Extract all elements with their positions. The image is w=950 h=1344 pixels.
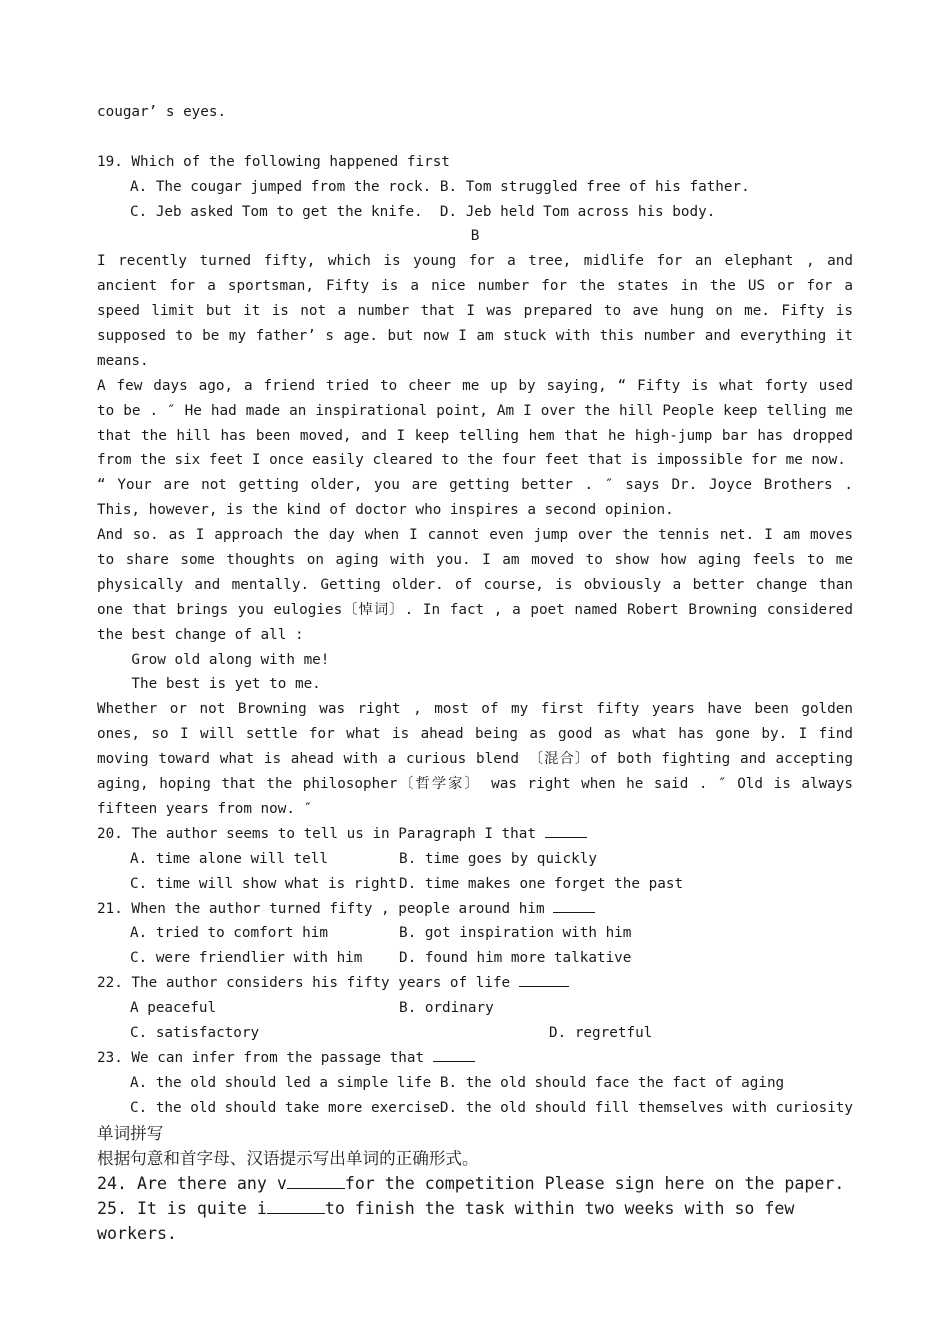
option-b[interactable]: B. time goes by quickly bbox=[399, 850, 597, 867]
option-b[interactable]: B. got inspiration with him bbox=[399, 925, 632, 942]
vocabulary-section bbox=[97, 1121, 853, 1246]
passage-line: to be . ″ He had made an inspirational point, Am I over the hill People keep telling me bbox=[97, 402, 853, 419]
passage-line: Whether or not Browning was right , most of my first fifty years have been golden bbox=[97, 701, 853, 718]
option-d[interactable]: D. time makes one forget the past bbox=[399, 875, 684, 892]
options-row bbox=[97, 921, 853, 946]
options-line: A. the old should led a simple life B. the old should face the fact of aging bbox=[130, 1074, 785, 1091]
question-stem: 21. When the author turned fifty , people around him bbox=[97, 897, 853, 922]
option-c[interactable]: C. time will show what is right bbox=[130, 875, 397, 892]
passage-line: aging, hoping that the philosopher〔哲学家〕 was right when he said . ″ Old is always bbox=[97, 776, 853, 793]
passage-line: “ Your are not getting older, you are getting better . ″ says Dr. Joyce Brothers . bbox=[97, 477, 853, 494]
passage-line: that the hill has been moved, and I keep telling hem that he high-jump bar has dropped bbox=[97, 427, 853, 444]
option-a[interactable]: A peaceful bbox=[130, 1000, 217, 1017]
option-d[interactable]: D. found him more talkative bbox=[399, 950, 632, 967]
passage-line: fifteen years from now. ″ bbox=[97, 800, 313, 817]
passage-line: physically and mentally. Getting older. of course, is obviously a better change than bbox=[97, 576, 853, 593]
passage-a-ending: cougar’ s eyes. bbox=[97, 104, 227, 120]
passage-line: ones, so I will settle for what is ahead being as good as what has gone by. I find bbox=[97, 726, 853, 743]
options-row bbox=[97, 996, 853, 1021]
question-24: 24. Are there any v for the competition Please sign here on the paper. bbox=[97, 1173, 845, 1193]
options-row bbox=[97, 1021, 853, 1046]
passage-line: supposed to be my father’ s age. but now I am stuck with this number and everything it bbox=[97, 328, 853, 345]
options-row bbox=[97, 946, 853, 971]
question-22 bbox=[97, 971, 853, 1046]
passage-line: moving toward what is ahead with a curious blend 〔混合〕of both fighting and accepting bbox=[97, 751, 853, 768]
answer-blank[interactable] bbox=[433, 1047, 475, 1062]
question-19 bbox=[97, 150, 853, 225]
passage-b bbox=[97, 249, 853, 821]
options-line: A. The cougar jumped from the rock. B. Tom struggled free of his father. bbox=[130, 178, 750, 195]
options-row bbox=[97, 872, 853, 897]
question-20 bbox=[97, 822, 853, 897]
passage-line: ancient for a sportsman, Fifty is a nice number for the states in the US or for a bbox=[97, 278, 853, 295]
poem-line: The best is yet to me. bbox=[97, 676, 321, 693]
question-stem: 22. The author considers his fifty years of life bbox=[97, 971, 853, 996]
question-23 bbox=[97, 1046, 853, 1121]
exam-page bbox=[97, 100, 853, 1246]
question-21 bbox=[97, 897, 853, 972]
option-c[interactable]: C. satisfactory bbox=[130, 1024, 260, 1041]
passage-line: means. bbox=[97, 352, 149, 369]
option-d[interactable]: D. regretful bbox=[549, 1024, 653, 1041]
options-row bbox=[97, 847, 853, 872]
answer-blank[interactable] bbox=[553, 898, 595, 913]
passage-line: speed limit but it is not a number that I was prepared to ave hung on me. Fifty is bbox=[97, 303, 853, 320]
options-line: C. the old should take more exerciseD. the old should fill themselves with curiosity bbox=[130, 1099, 853, 1116]
section-instruction: 根据句意和首字母、汉语提示写出单词的正确形式。 bbox=[97, 1148, 479, 1168]
question-stem: 20. The author seems to tell us in Paragraph I that bbox=[97, 822, 853, 847]
passage-line: I recently turned fifty, which is young for a tree, midlife for an elephant , and bbox=[97, 253, 853, 270]
passage-line: And so. as I approach the day when I cannot even jump over the tennis net. I am moves bbox=[97, 527, 853, 544]
passage-line: A few days ago, a friend tried to cheer me up by saying, “ Fifty is what forty used bbox=[97, 377, 853, 394]
passage-line: from the six feet I once easily cleared to the four feet that is impossible for me now. bbox=[97, 452, 846, 469]
answer-blank[interactable] bbox=[545, 823, 587, 838]
options-line: C. Jeb asked Tom to get the knife. D. Jeb held Tom across his body. bbox=[130, 203, 716, 220]
option-c[interactable]: C. were friendlier with him bbox=[130, 950, 363, 967]
option-b[interactable]: B. ordinary bbox=[399, 1000, 494, 1017]
passage-line: the best change of all : bbox=[97, 626, 304, 643]
poem-line: Grow old along with me! bbox=[97, 651, 330, 668]
answer-blank[interactable] bbox=[519, 972, 569, 987]
answer-blank[interactable] bbox=[267, 1199, 325, 1214]
option-a[interactable]: A. time alone will tell bbox=[130, 850, 328, 867]
question-25-continued: workers. bbox=[97, 1223, 177, 1243]
section-heading: 单词拼写 bbox=[97, 1123, 164, 1143]
passage-line: one that brings you eulogies〔悼词〕. In fact , a poet named Robert Browning considered bbox=[97, 601, 853, 618]
option-a[interactable]: A. tried to comfort him bbox=[130, 925, 328, 942]
section-letter: B bbox=[470, 228, 480, 245]
question-25: 25. It is quite i to finish the task within two weeks with so few bbox=[97, 1198, 795, 1218]
question-stem: 23. We can infer from the passage that bbox=[97, 1046, 853, 1071]
question-stem: 19. Which of the following happened first bbox=[97, 153, 450, 170]
answer-blank[interactable] bbox=[287, 1174, 345, 1189]
passage-line: This, however, is the kind of doctor who inspires a second opinion. bbox=[97, 502, 674, 519]
passage-line: to share some thoughts on aging with you. I am moved to show how aging feels to me bbox=[97, 552, 853, 569]
